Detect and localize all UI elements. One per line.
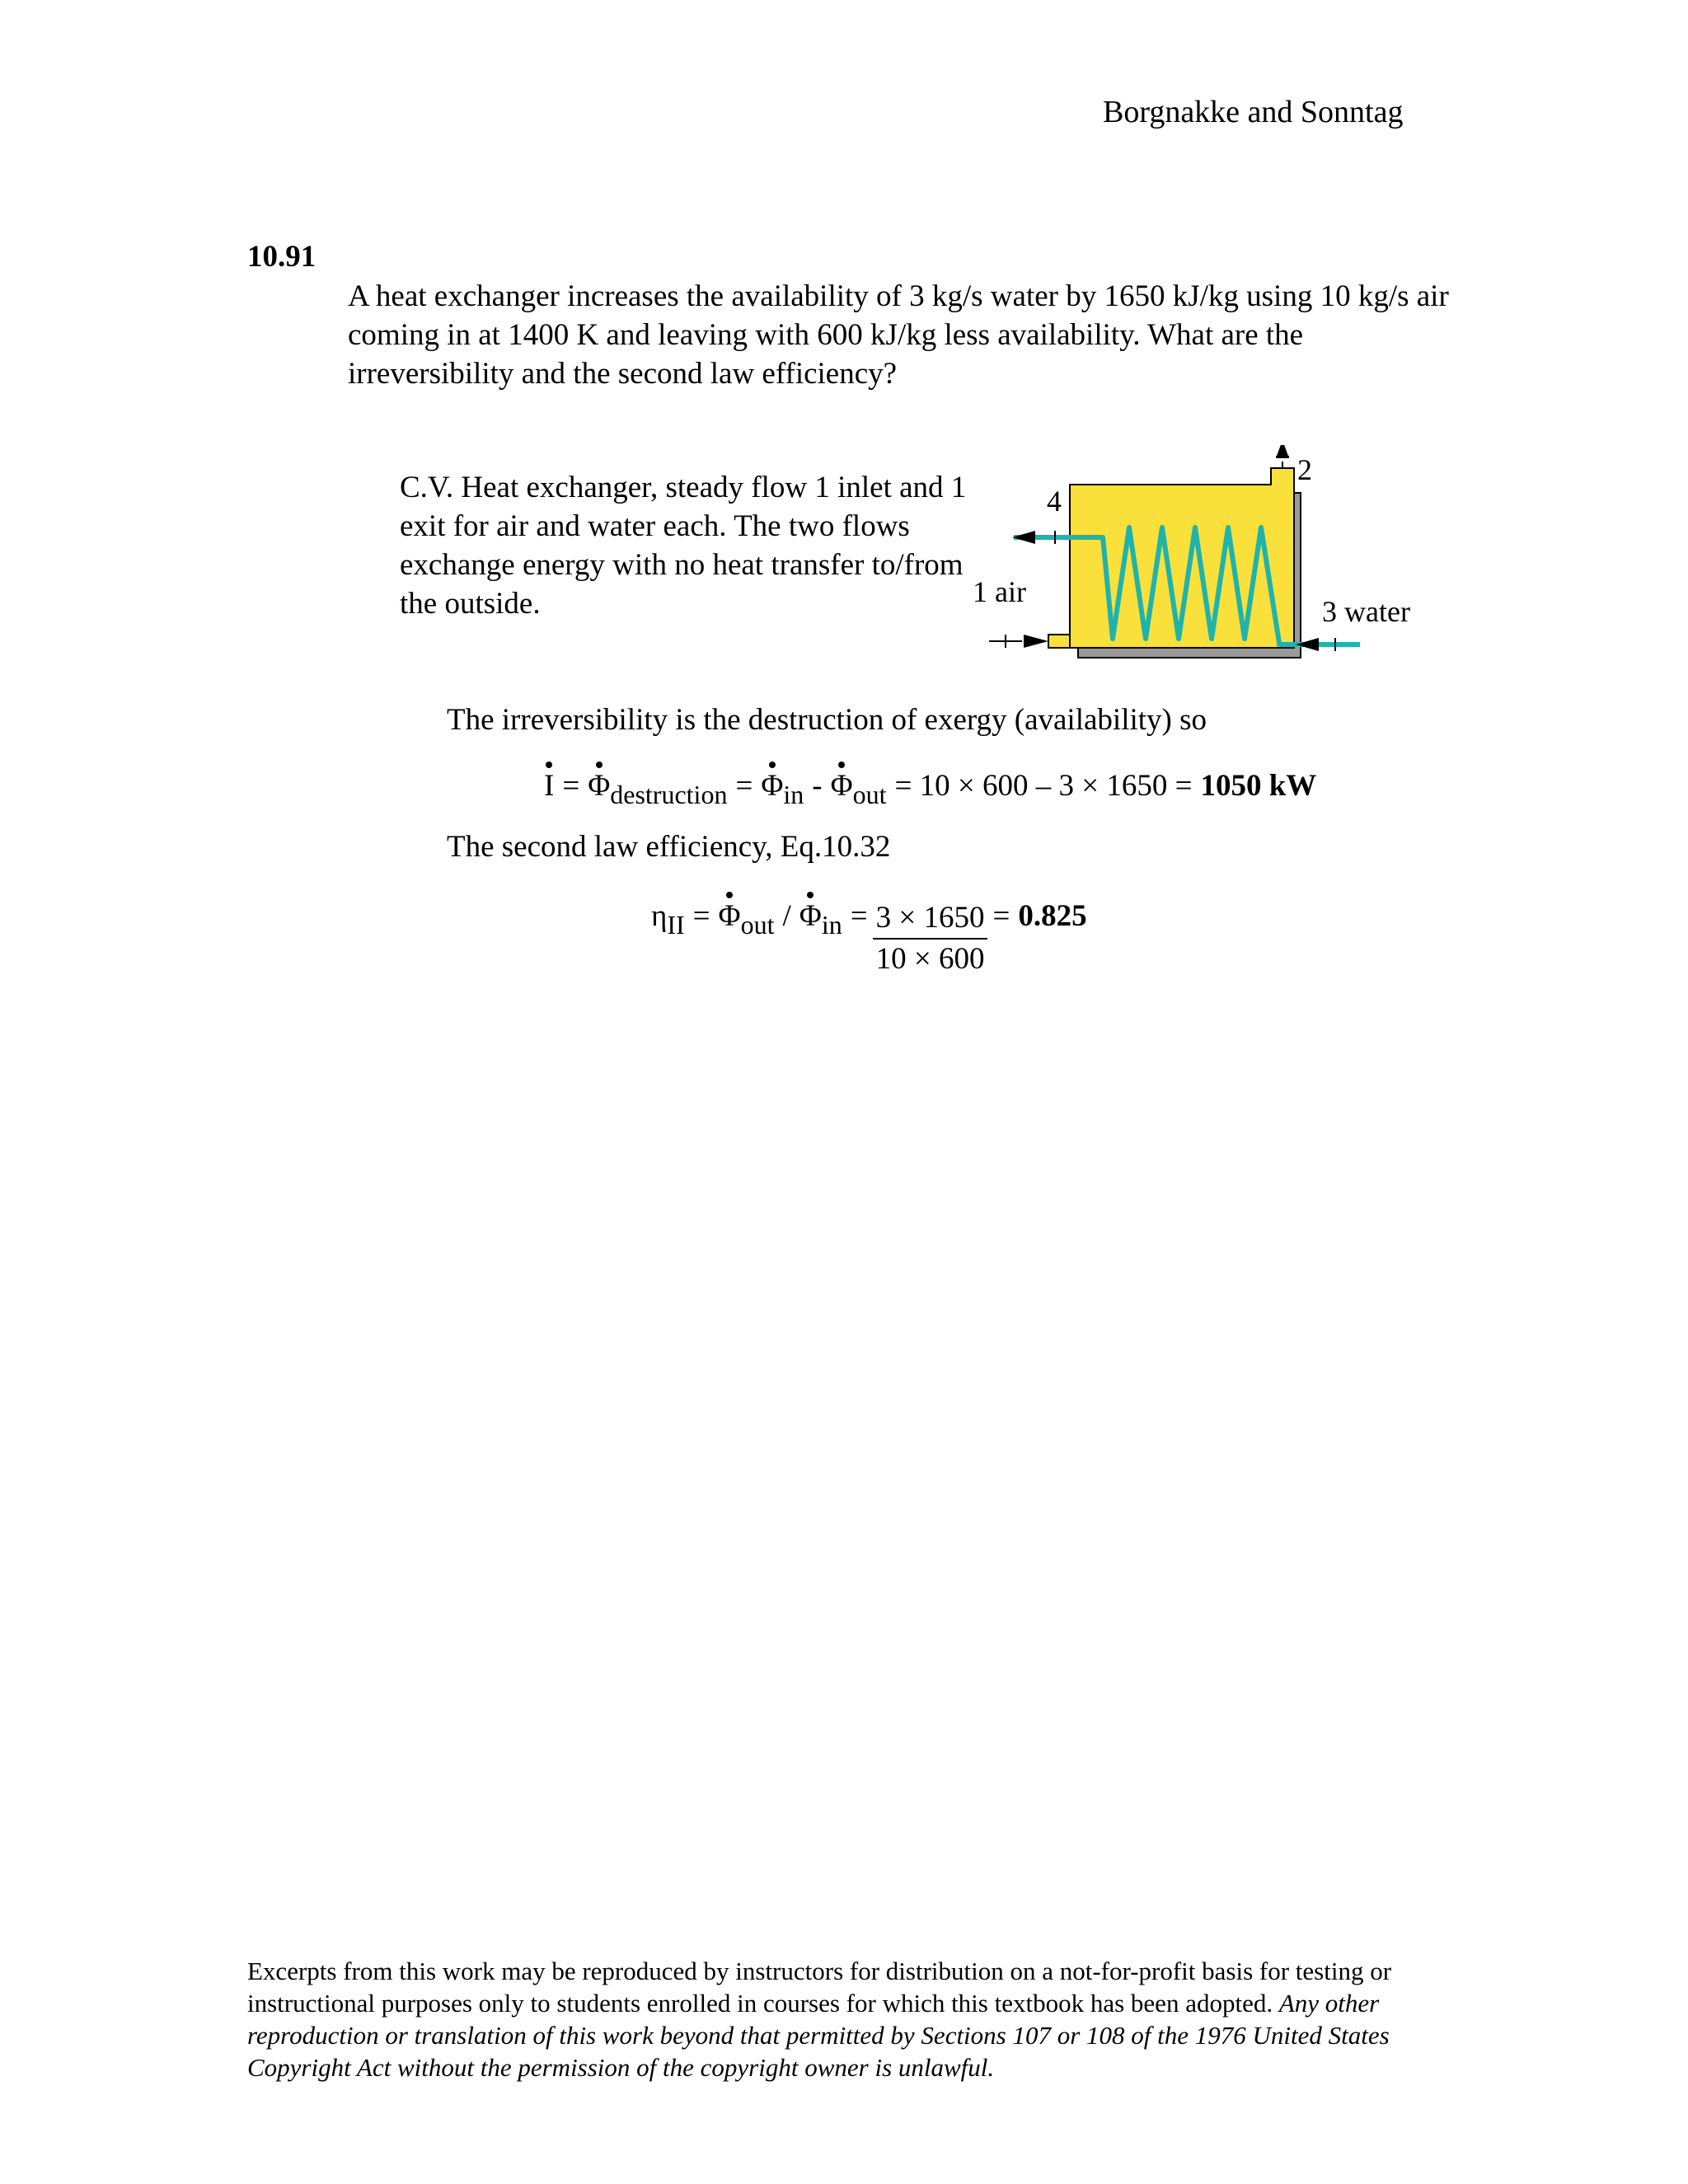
problem-statement: A heat exchanger increases the availability of 3 kg/s water by 1650 kJ/kg using 10 kg/s air coming in at 1400 K and leaving with 600 kJ/kg less availability. What are the irreversibility and the second law efficiency? [348, 279, 1449, 391]
page-header-author: Borgnakke and Sonntag [1103, 95, 1404, 129]
second-law-efficiency-equation [651, 898, 1087, 976]
efficiency-result: 0.825 [1018, 899, 1087, 933]
eq1-rhs: = 10 × 600 – 3 × 1650 = [894, 769, 1193, 803]
eq2-result-equals: = [992, 899, 1010, 933]
eq2-equals: = [692, 899, 710, 933]
eq1-minus: - [812, 769, 823, 803]
sub-in-2: in [821, 910, 842, 940]
eq2-equals-2: = [850, 899, 868, 933]
copyright-footer [247, 1955, 1451, 2083]
fraction-denominator: 10 × 600 [875, 942, 985, 976]
eq2-slash: / [782, 899, 791, 933]
irreversibility-equation [544, 768, 1317, 809]
state-2-label: 2 [1297, 453, 1312, 486]
irreversibility-intro: The irreversibility is the destruction of exergy (availability) so [447, 703, 1207, 737]
control-volume-description: C.V. Heat exchanger, steady flow 1 inlet and 1 exit for air and water each. The two flows exchange energy with no heat transfer to/from the outside. [400, 471, 967, 621]
second-law-intro: The second law efficiency, Eq.10.32 [447, 830, 891, 864]
sub-out: out [852, 780, 887, 809]
eta-subscript: II [667, 910, 685, 940]
phi-dot-in-2: Φ [799, 899, 822, 933]
heat-exchanger-diagram [973, 445, 1467, 668]
eq1-equals-2: = [735, 769, 753, 803]
i-dot-symbol: I [544, 769, 555, 803]
phi-dot-out-2: Φ [718, 899, 741, 933]
air-inlet-arrow [1024, 635, 1048, 648]
state-4-label: 4 [1047, 485, 1062, 518]
sub-in: in [783, 780, 804, 809]
water-outlet-arrow [1276, 445, 1289, 458]
state-1-air-label: 1 air [973, 575, 1026, 608]
footer-regular-text: Excerpts from this work may be reproduced by instructors for distribution on a not-for-profit basis for testing or instructional purposes only to students enrolled in courses for which this textbook has been adopted. [247, 1957, 1392, 2018]
irreversibility-result: 1050 kW [1200, 769, 1317, 803]
footer-italic-text: Any other reproduction or translation of this work beyond that permitted by Sections 107 or 108 of the 1976 United States Copyright Act without the permission of the copyright owner is unlawful. [247, 1989, 1390, 2082]
eta-symbol: η [651, 899, 668, 933]
fraction-numerator: 3 × 1650 [873, 900, 988, 940]
sub-destruction: destruction [610, 780, 728, 809]
problem-number: 10.91 [247, 240, 316, 274]
air-inlet-nozzle [1048, 635, 1070, 648]
heat-exchanger-figure [973, 445, 1467, 672]
efficiency-fraction [873, 900, 988, 977]
sub-out-2: out [740, 910, 775, 940]
state-3-water-label: 3 water [1322, 595, 1410, 628]
phi-dot-in: Φ [761, 769, 784, 803]
phi-dot-out: Φ [830, 769, 853, 803]
eq1-equals: = [562, 769, 580, 803]
air-outlet-arrow [1012, 531, 1035, 544]
phi-dot-destruction: Φ [588, 769, 611, 803]
